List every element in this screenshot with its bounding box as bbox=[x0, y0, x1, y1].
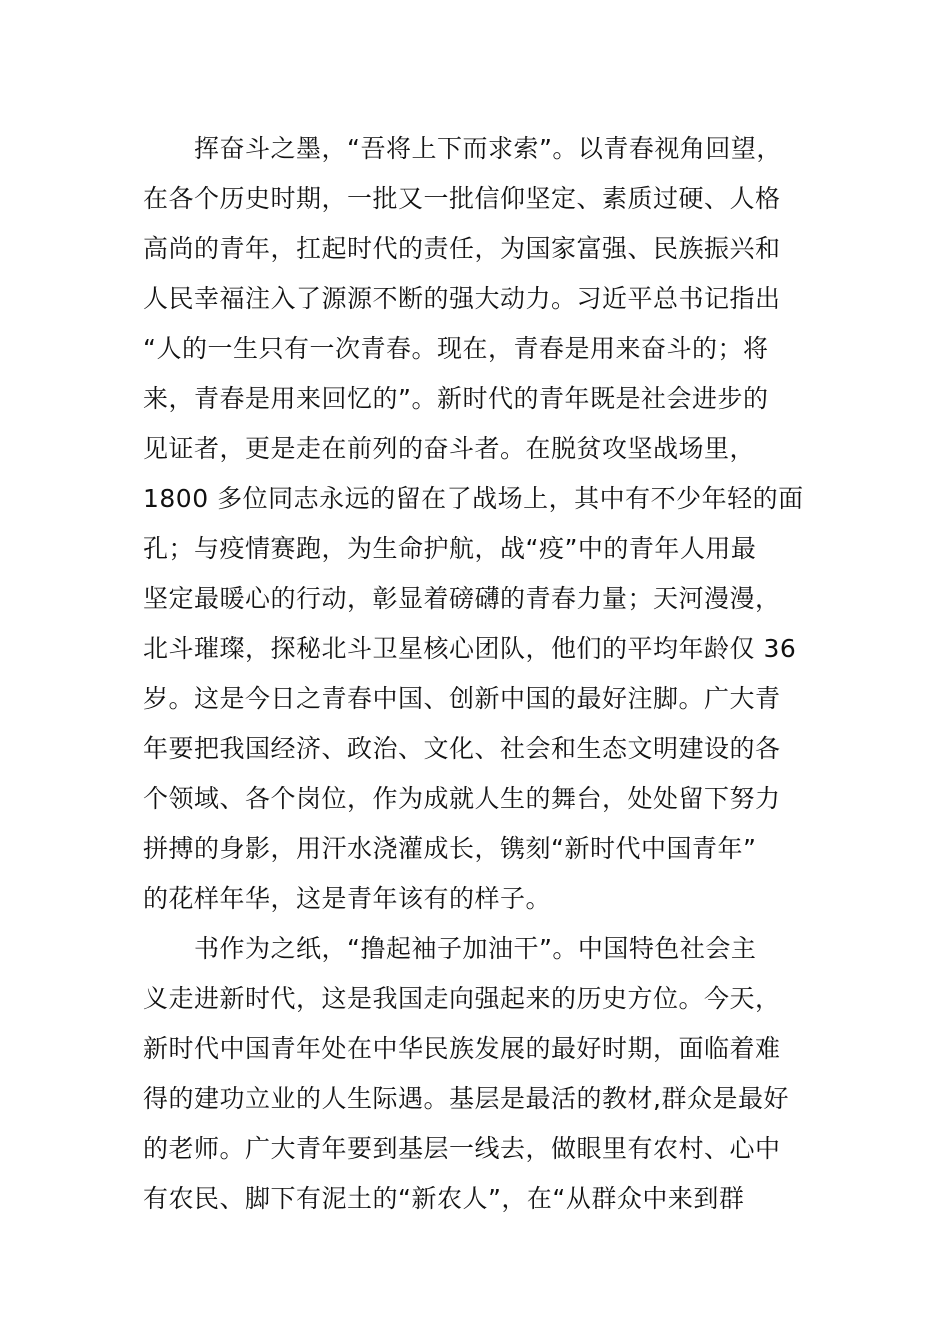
text-line: 书作为之纸，“撸起袖子加油干”。中国特色社会主 bbox=[143, 934, 757, 963]
text-line: 的老师。广大青年要到基层一线去，做眼里有农村、心中 bbox=[143, 1134, 781, 1163]
text-line: 高尚的青年，扛起时代的责任，为国家富强、民族振兴和 bbox=[143, 234, 781, 263]
text-line: 挥奋斗之墨，“吾将上下而求索”。以青春视角回望， bbox=[143, 134, 782, 163]
text-line: 个领域、各个岗位，作为成就人生的舞台，处处留下努力 bbox=[143, 784, 781, 813]
text-line: 新时代中国青年处在中华民族发展的最好时期，面临着难 bbox=[143, 1034, 781, 1063]
text-line: “人的一生只有一次青春。现在，青春是用来奋斗的；将 bbox=[143, 334, 769, 363]
text-line: 北斗璀璨，探秘北斗卫星核心团队，他们的平均年龄仅 36 bbox=[143, 634, 797, 663]
text-line: 人民幸福注入了源源不断的强大动力。习近平总书记指出 bbox=[143, 284, 781, 313]
text-line: 孔；与疫情赛跑，为生命护航，战“疫”中的青年人用最 bbox=[143, 534, 757, 563]
text-line: 在各个历史时期，一批又一批信仰坚定、素质过硬、人格 bbox=[143, 184, 781, 213]
text-line: 年要把我国经济、政治、文化、社会和生态文明建设的各 bbox=[143, 734, 781, 763]
text-line: 义走进新时代，这是我国走向强起来的历史方位。今天， bbox=[143, 984, 781, 1013]
text-line: 得的建功立业的人生际遇。基层是最活的教材,群众是最好 bbox=[143, 1084, 789, 1113]
text-line: 来，青春是用来回忆的”。新时代的青年既是社会进步的 bbox=[143, 384, 769, 413]
text-line: 见证者，更是走在前列的奋斗者。在脱贫攻坚战场里， bbox=[143, 434, 756, 463]
text-line: 坚定最暖心的行动，彰显着磅礴的青春力量；天河漫漫， bbox=[143, 584, 781, 613]
text-line: 的花样年华，这是青年该有的样子。 bbox=[143, 884, 552, 913]
text-line: 拼搏的身影，用汗水浇灌成长，镌刻“新时代中国青年” bbox=[143, 834, 757, 863]
text-line: 有农民、脚下有泥土的“新农人”，在“从群众中来到群 bbox=[143, 1184, 745, 1213]
text-line: 1800 多位同志永远的留在了战场上，其中有不少年轻的面 bbox=[143, 484, 804, 513]
text-line: 岁。这是今日之青春中国、创新中国的最好注脚。广大青 bbox=[143, 684, 781, 713]
